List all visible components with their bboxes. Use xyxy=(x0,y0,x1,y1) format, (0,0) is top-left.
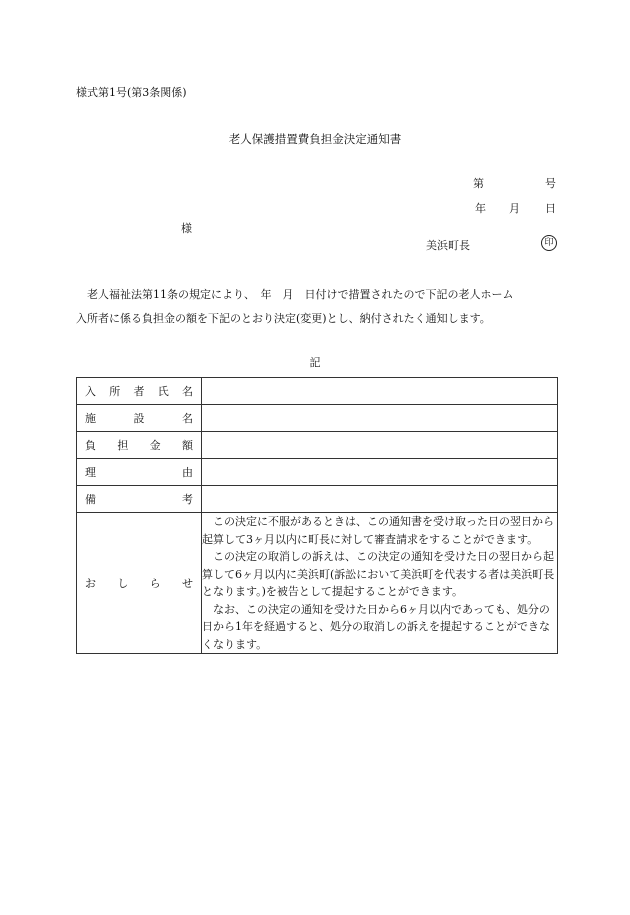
label-char: 理 xyxy=(85,466,96,479)
label-char: ら xyxy=(149,577,161,590)
row-label xyxy=(77,405,202,432)
date-month: 月 xyxy=(509,202,520,215)
label-char: 入 xyxy=(85,385,96,398)
number-suffix: 号 xyxy=(545,177,556,190)
row-value[interactable] xyxy=(202,486,558,513)
row-value[interactable] xyxy=(202,405,558,432)
label-char: お xyxy=(85,577,96,590)
row-label xyxy=(77,432,202,459)
notice-paragraph: この決定に不服があるときは、この通知書を受け取った日の翌日から起算して3ヶ月以内に町長に対して審査請求をすることができます。 xyxy=(202,515,554,546)
row-value[interactable] xyxy=(202,459,558,486)
notice-text xyxy=(202,513,558,654)
label-char: 負 xyxy=(85,439,96,452)
notice-body xyxy=(76,283,560,331)
notice-row xyxy=(77,513,558,654)
table-row xyxy=(77,378,558,405)
form-number: 様式第1号(第3条関係) xyxy=(76,86,187,99)
label-char: 考 xyxy=(182,493,193,506)
document-title: 老人保護措置費負担金決定通知書 xyxy=(228,132,402,146)
label-char: 金 xyxy=(149,439,161,452)
label-char: 名 xyxy=(182,385,193,398)
label-char: 者 xyxy=(133,385,145,398)
date-day: 日 xyxy=(545,202,556,215)
label-char: 所 xyxy=(109,385,121,398)
label-char: 由 xyxy=(182,466,193,479)
label-char: 名 xyxy=(182,412,193,425)
addressee-suffix: 様 xyxy=(181,222,192,235)
table-row xyxy=(77,405,558,432)
notice-paragraph: なお、この決定の通知を受けた日から6ヶ月以内であっても、処分の日から1年を経過すると、処分の取消しの訴えを提起することができなくなります。 xyxy=(202,602,550,651)
row-label xyxy=(77,459,202,486)
label-char: 設 xyxy=(133,412,145,425)
table-row xyxy=(77,432,558,459)
label-char: 備 xyxy=(85,493,96,506)
date-year: 年 xyxy=(475,202,486,215)
seal-mark: 印 xyxy=(541,235,557,251)
row-value[interactable] xyxy=(202,432,558,459)
label-char: 施 xyxy=(85,412,96,425)
record-table xyxy=(76,377,558,654)
notice-label xyxy=(77,513,202,654)
row-value[interactable] xyxy=(202,378,558,405)
body-line-2: 入所者に係る負担金の額を下記のとおり決定(変更)とし、納付されたく通知します。 xyxy=(76,312,491,325)
row-label xyxy=(77,486,202,513)
label-char: 額 xyxy=(181,439,193,452)
table-row xyxy=(77,459,558,486)
number-prefix: 第 xyxy=(473,177,484,190)
label-char: 氏 xyxy=(157,385,169,398)
label-char: 担 xyxy=(117,439,129,452)
row-label xyxy=(77,378,202,405)
issuer-name: 美浜町長 xyxy=(426,239,470,252)
label-char: し xyxy=(117,577,129,590)
table-row xyxy=(77,486,558,513)
notice-paragraph: この決定の取消しの訴えは、この決定の通知を受けた日の翌日から起算して6ヶ月以内に美浜町(訴訟において美浜町を代表する者は美浜町長となります。)を被告として提起することができます。 xyxy=(202,550,555,598)
body-line-1: 老人福祉法第11条の規定により、 年 月 日付けで措置されたので下記の老人ホーム xyxy=(87,288,514,301)
ki-heading: 記 xyxy=(309,356,321,369)
label-char: せ xyxy=(181,577,193,590)
